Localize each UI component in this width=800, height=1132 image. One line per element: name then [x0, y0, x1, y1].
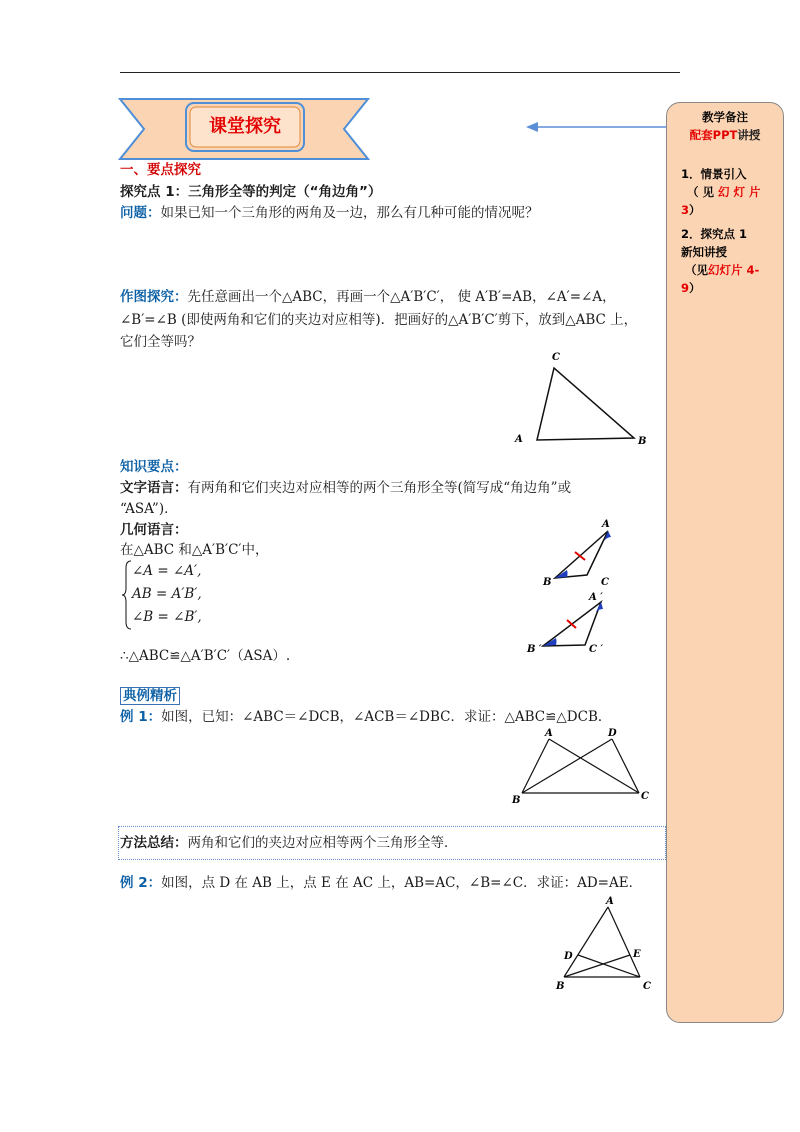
header-rule: [120, 72, 680, 73]
geometry-intro: 在△ABC 和△A′B′C′中，: [120, 542, 269, 558]
brace-icon: [122, 560, 132, 630]
notes-item-1: 1．情景引入 （见幻灯片 3）: [681, 167, 765, 217]
fig5-label-b: B: [556, 981, 565, 992]
notes-heading: 教学备注: [702, 110, 748, 124]
fig3-label-b: B ′: [527, 644, 542, 655]
fig1-label-a: A: [515, 434, 523, 445]
activity-line-1: 作图探究：先任意画出一个△ABC，再画一个△A′B′C′， 使 A′B′=AB，∠A′=∠A，: [120, 289, 616, 305]
fig4-label-b: B: [512, 795, 521, 806]
fig1-label-c: C: [552, 352, 560, 363]
condition-3: ∠B = ∠B′,: [132, 609, 202, 625]
notes-item-2: 2．探究点 1 新知讲授 （见幻灯片 4- 9）: [681, 227, 760, 295]
teaching-notes-panel: [666, 102, 784, 1023]
text-language-line-1: 文字语言：有两角和它们夹边对应相等的两个三角形全等(简写成“角边角”或: [120, 480, 572, 496]
fig5-label-d: D: [564, 951, 573, 962]
method-summary: 方法总结：两角和它们的夹边对应相等两个三角形全等．: [120, 835, 458, 851]
example-2: 例 2：如图，点 D 在 AB 上，点 E 在 AC 上，AB=AC，∠B=∠C．求证：AD=AE．: [120, 875, 643, 891]
example-1-figure: [508, 725, 658, 810]
geometry-language-label: 几何语言：: [120, 522, 188, 538]
activity-line-2: ∠B′=∠B (即使两角和它们的夹边对应相等)．把画好的△A′B′C′剪下，放到△ABC 上，: [120, 312, 638, 328]
fig4-label-d: D: [608, 728, 617, 739]
example-2-figure: [552, 895, 662, 995]
question-label: 问题：: [120, 205, 161, 221]
activity-label: 作图探究：: [120, 289, 188, 305]
question-line: [120, 203, 539, 223]
section-subheading: 探究点 1：三角形全等的判定（“角边角”）: [120, 184, 382, 200]
knowledge-label: 知识要点：: [120, 459, 188, 475]
example-1: 例 1：如图，已知：∠ABC＝∠DCB，∠ACB＝∠DBC．求证：△ABC≌△DCB．: [120, 709, 612, 725]
fig5-label-e: E: [633, 949, 641, 960]
banner-title: 课堂探究: [209, 116, 281, 137]
section-heading: 一、要点探究: [120, 162, 201, 178]
condition-2: AB = A′B′,: [132, 586, 202, 602]
fig2-label-c: C: [601, 577, 609, 588]
fig1-label-b: B: [638, 436, 647, 447]
fig5-label-c: C: [643, 981, 651, 992]
fig3-label-a: A ′: [589, 592, 603, 603]
triangle-abc-marked-figure: [535, 515, 625, 590]
asa-conclusion: ∴△ABC≌△A′B′C′（ASA）.: [120, 648, 291, 664]
triangle-abc-figure: [510, 348, 660, 448]
triangle-a-prime-figure: [525, 588, 625, 660]
text-language-line-2: “ASA”)．: [120, 501, 178, 517]
section-banner: [118, 97, 370, 161]
condition-1: ∠A = ∠A′,: [132, 563, 202, 579]
fig2-label-b: B: [543, 577, 552, 588]
fig3-label-c: C ′: [589, 644, 604, 655]
fig4-label-c: C: [641, 791, 649, 802]
fig2-label-a: A: [602, 519, 610, 530]
notes-subheading: 配套PPT讲授: [689, 128, 761, 142]
question-text: 如果已知一个三角形的两角及一边，那么有几种可能的情况呢？: [160, 205, 539, 221]
fig4-label-a: A: [545, 728, 553, 739]
arrow-left-icon: [526, 119, 668, 135]
fig5-label-a: A: [606, 896, 614, 907]
activity-line-3: 它们全等吗？: [120, 334, 201, 350]
examples-heading: 典例精析: [120, 686, 180, 706]
